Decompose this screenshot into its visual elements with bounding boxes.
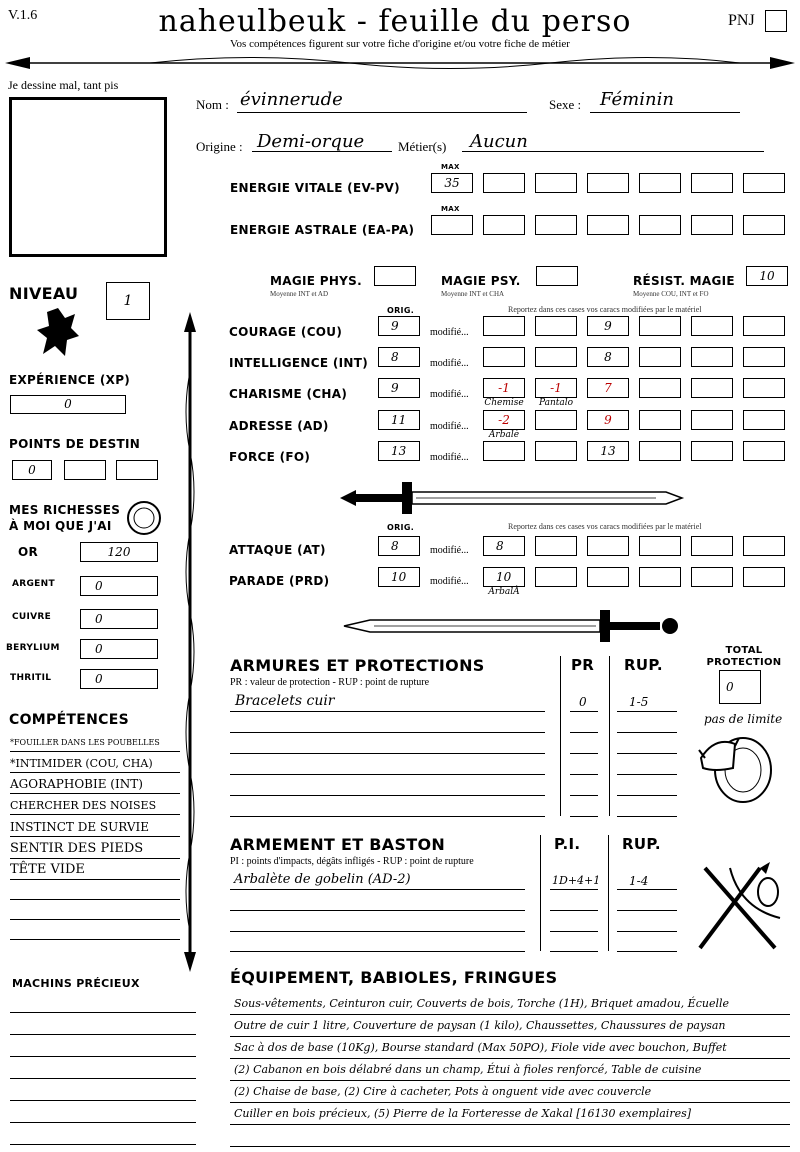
total-protection-label: TOTAL PROTECTION xyxy=(706,645,782,668)
combat-modif-field[interactable]: 8 xyxy=(483,536,525,556)
richesses-label-2: À MOI QUE J'AI xyxy=(9,519,112,533)
money-label-berylium: BERYLIUM xyxy=(6,643,60,653)
sword-divider-icon xyxy=(336,478,686,518)
sword-divider-2-icon xyxy=(340,606,685,646)
money-field-berylium[interactable]: 0 xyxy=(80,639,158,659)
stat-modif-field[interactable] xyxy=(535,410,577,430)
stat-modif-field[interactable]: 9 xyxy=(587,316,629,336)
stat-modif-label: modifié... xyxy=(430,452,469,463)
equipement-line[interactable]: Cuiller en bois précieux, (5) Pierre de la Forteresse de Xakal [16130 exemplaires] xyxy=(234,1107,692,1120)
armures-title: ARMURES ET PROTECTIONS xyxy=(230,656,485,675)
armement-title: ARMEMENT ET BASTON xyxy=(230,835,446,854)
equipement-line[interactable]: (2) Chaise de base, (2) Cire à cacheter, Pots à onguent vide avec couvercle xyxy=(234,1085,652,1098)
stat-note-1: Chemise xyxy=(484,398,524,408)
ev-max-label: MAX xyxy=(441,163,460,171)
stat-orig-field[interactable]: 9 xyxy=(378,316,420,336)
ea-max-label: MAX xyxy=(441,205,460,213)
stat-label: COURAGE (COU) xyxy=(229,325,343,339)
niveau-label: NIVEAU xyxy=(9,284,79,303)
combat-modif-field[interactable] xyxy=(587,567,629,587)
competence-0: *FOUILLER DANS LES POUBELLES xyxy=(10,738,160,747)
destin-field-1[interactable]: 0 xyxy=(12,460,52,480)
stat-modif-field[interactable] xyxy=(483,347,525,367)
stat-modif-field[interactable] xyxy=(691,410,733,430)
stat-modif-label: modifié... xyxy=(430,327,469,338)
stat-modif-field[interactable] xyxy=(639,378,681,398)
stat-modif-field[interactable] xyxy=(639,410,681,430)
stat-modif-field[interactable]: -2 xyxy=(483,410,525,430)
combat-note: ArbalÀ xyxy=(488,587,520,597)
stat-orig-field[interactable]: 9 xyxy=(378,378,420,398)
stat-modif-field[interactable] xyxy=(743,441,785,461)
combat-label: PARADE (PRD) xyxy=(229,574,330,588)
destin-field-2[interactable] xyxy=(64,460,106,480)
stat-modif-label: modifié... xyxy=(430,358,469,369)
magie-psy-field[interactable] xyxy=(536,266,578,286)
orig-label: ORIG. xyxy=(387,306,415,315)
nom-label: Nom : xyxy=(196,97,229,112)
stat-modif-field[interactable] xyxy=(535,347,577,367)
metier-field[interactable]: Aucun xyxy=(470,131,528,152)
resist-magie-label: RÉSIST. MAGIE xyxy=(633,274,735,288)
combat-modif-field[interactable] xyxy=(691,567,733,587)
portrait-caption: Je dessine mal, tant pis xyxy=(8,78,119,92)
magie-psy-sub: Moyenne INT et CHA xyxy=(441,290,505,298)
stat-orig-field[interactable]: 8 xyxy=(378,347,420,367)
armure-item-0-name[interactable]: Bracelets cuir xyxy=(235,693,335,709)
machins-label: MACHINS PRÉCIEUX xyxy=(12,977,140,990)
stat-note-2: Pantalo xyxy=(538,398,574,408)
stat-modif-field[interactable] xyxy=(691,316,733,336)
stat-modif-label: modifié... xyxy=(430,421,469,432)
stat-modif-field[interactable] xyxy=(743,410,785,430)
magie-psy-label: MAGIE PSY. xyxy=(441,274,521,288)
nom-field[interactable]: évinnerude xyxy=(240,89,343,110)
combat-modif-field[interactable] xyxy=(587,536,629,556)
combat-modif-field[interactable] xyxy=(639,567,681,587)
money-field-thritil[interactable]: 0 xyxy=(80,669,158,689)
stat-modif-field[interactable] xyxy=(483,316,525,336)
competence-4: INSTINCT DE SURVIE xyxy=(10,820,150,834)
stat-modif-field[interactable] xyxy=(639,316,681,336)
coin-icon xyxy=(126,500,162,536)
stat-orig-field[interactable]: 13 xyxy=(378,441,420,461)
stat-label: FORCE (FO) xyxy=(229,450,311,464)
armures-subtitle: PR : valeur de protection - RUP : point de rupture xyxy=(230,677,430,688)
stat-modif-field[interactable] xyxy=(743,316,785,336)
combat-modif-field[interactable] xyxy=(743,536,785,556)
page-title: naheulbeuk - feuille du perso xyxy=(158,4,632,39)
niveau-field[interactable]: 1 xyxy=(106,282,150,320)
equipement-line[interactable]: Outre de cuir 1 litre, Couverture de paysan (1 kilo), Chaussettes, Chaussures de paysan xyxy=(234,1019,726,1032)
arme-item-0-name[interactable]: Arbalète de gobelin (AD-2) xyxy=(234,872,411,887)
combat-modif-field[interactable]: 10 xyxy=(483,567,525,587)
money-field-argent[interactable]: 0 xyxy=(80,576,158,596)
total-protection-field[interactable]: 0 xyxy=(719,670,761,704)
arme-item-0-rup[interactable]: 1-4 xyxy=(629,874,649,888)
equipement-title: ÉQUIPEMENT, BABIOLES, FRINGUES xyxy=(230,968,558,987)
combat-modif-field[interactable] xyxy=(691,536,733,556)
money-field-or[interactable]: 120 xyxy=(80,542,158,562)
stat-modif-field[interactable]: 8 xyxy=(587,347,629,367)
competence-2: AGORAPHOBIE (INT) xyxy=(10,777,143,791)
magie-phys-field[interactable] xyxy=(374,266,416,286)
money-field-cuivre[interactable]: 0 xyxy=(80,609,158,629)
xp-label: EXPÉRIENCE (XP) xyxy=(9,373,131,387)
armement-col-rup: RUP. xyxy=(622,835,661,853)
dragon-icon xyxy=(35,304,81,362)
stat-modif-field[interactable]: 13 xyxy=(587,441,629,461)
stat-modif-field[interactable] xyxy=(535,441,577,461)
destin-label: POINTS DE DESTIN xyxy=(9,437,141,451)
armement-col-pi: P.I. xyxy=(554,835,581,853)
richesses-label-1: MES RICHESSES xyxy=(9,503,121,517)
stat-orig-field[interactable]: 11 xyxy=(378,410,420,430)
competence-6: TÊTE VIDE xyxy=(10,862,85,877)
origine-field[interactable]: Demi-orque xyxy=(257,131,365,152)
combat-report-note: Reportez dans ces cases vos caracs modifiées par le matériel xyxy=(508,522,702,531)
stat-modif-field[interactable]: -1 xyxy=(483,378,525,398)
stat-modif-field[interactable] xyxy=(691,378,733,398)
origine-label: Origine : xyxy=(196,139,243,154)
pnj-label: PNJ xyxy=(728,12,755,29)
stat-modif-label: modifié... xyxy=(430,389,469,400)
ea-max-field[interactable] xyxy=(431,215,473,235)
stat-label: CHARISME (CHA) xyxy=(229,387,348,401)
stat-modif-field[interactable] xyxy=(691,441,733,461)
money-label-cuivre: CUIVRE xyxy=(12,612,52,622)
stat-modif-field[interactable]: 9 xyxy=(587,410,629,430)
equipement-line[interactable]: Sac à dos de base (10Kg), Bourse standard (Max 50PO), Fiole vide avec bouchon, Buffet xyxy=(234,1041,727,1054)
money-label-or: OR xyxy=(18,545,39,559)
ev-label: ENERGIE VITALE (EV-PV) xyxy=(230,181,400,195)
combat-modif-field[interactable] xyxy=(639,536,681,556)
stat-modif-field[interactable] xyxy=(743,347,785,367)
equipement-line[interactable]: Sous-vêtements, Ceinturon cuir, Couverts de bois, Torche (1H), Briquet amadou, Écuelle xyxy=(234,997,729,1010)
stat-modif-field[interactable] xyxy=(535,316,577,336)
competence-3: CHERCHER DES NOISES xyxy=(10,799,157,812)
combat-modif-label: modifié... xyxy=(430,576,469,587)
ev-max-field[interactable]: 35 xyxy=(431,173,473,193)
equipement-line[interactable]: (2) Cabanon en bois délabré dans un champ, Étui à fioles renforcé, Table de cuisine xyxy=(234,1063,702,1076)
version-label: V.1.6 xyxy=(8,8,38,23)
stat-modif-field[interactable] xyxy=(743,378,785,398)
armure-item-0-pr[interactable]: 0 xyxy=(579,695,587,709)
stat-modif-field[interactable] xyxy=(639,441,681,461)
stat-modif-field[interactable] xyxy=(691,347,733,367)
stat-label: INTELLIGENCE (INT) xyxy=(229,356,368,370)
competence-5: SENTIR DES PIEDS xyxy=(10,841,144,856)
magie-phys-label: MAGIE PHYS. xyxy=(270,274,362,288)
combat-orig-field[interactable]: 10 xyxy=(378,567,420,587)
stat-modif-field[interactable]: -1 xyxy=(535,378,577,398)
destin-field-3[interactable] xyxy=(116,460,158,480)
sexe-label: Sexe : xyxy=(549,97,582,112)
helmet-shield-icon xyxy=(695,728,785,808)
stat-note-1: Arbalè xyxy=(488,430,520,440)
ea-label: ENERGIE ASTRALE (EA-PA) xyxy=(230,223,415,237)
spear-ornament-icon xyxy=(0,52,800,74)
combat-modif-field[interactable] xyxy=(535,536,577,556)
weapons-icon xyxy=(690,858,790,958)
portrait-box[interactable] xyxy=(9,97,167,257)
stat-label: ADRESSE (AD) xyxy=(229,419,329,433)
money-label-thritil: THRITIL xyxy=(10,673,52,683)
stat-modif-field[interactable]: 7 xyxy=(587,378,629,398)
combat-orig-field[interactable]: 8 xyxy=(378,536,420,556)
resist-magie-field[interactable]: 10 xyxy=(746,266,788,286)
combat-modif-label: modifié... xyxy=(430,545,469,556)
arme-item-0-pi[interactable]: 1D+4+1 xyxy=(552,874,601,887)
magie-phys-sub: Moyenne INT et AD xyxy=(270,290,328,298)
xp-field[interactable]: 0 xyxy=(10,395,126,414)
stat-modif-field[interactable] xyxy=(639,347,681,367)
competences-label: COMPÉTENCES xyxy=(9,712,129,728)
combat-label: ATTAQUE (AT) xyxy=(229,543,326,557)
stat-modif-field[interactable] xyxy=(483,441,525,461)
resist-magie-sub: Moyenne COU, INT et FO xyxy=(633,290,709,298)
money-label-argent: ARGENT xyxy=(12,579,55,589)
competence-1: *INTIMIDER (COU, CHA) xyxy=(10,757,153,770)
sexe-field[interactable]: Féminin xyxy=(600,89,674,110)
combat-orig-label: ORIG. xyxy=(387,523,415,532)
pas-de-limite-note: pas de limite xyxy=(704,712,783,726)
report-note: Reportez dans ces cases vos caracs modifiées par le matériel xyxy=(508,305,702,314)
metier-label: Métier(s) xyxy=(398,139,447,154)
pnj-checkbox[interactable] xyxy=(765,10,787,32)
armures-col-pr: PR xyxy=(571,656,595,674)
page-subtitle: Vos compétences figurent sur votre fiche d'origine et/ou votre fiche de métier xyxy=(230,38,570,50)
combat-modif-field[interactable] xyxy=(535,567,577,587)
armement-subtitle: PI : points d'impacts, dégâts infligés - RUP : point de rupture xyxy=(230,856,474,867)
armures-col-rup: RUP. xyxy=(624,656,663,674)
staff-ornament-icon xyxy=(180,312,200,972)
armure-item-0-rup[interactable]: 1-5 xyxy=(629,695,649,709)
combat-modif-field[interactable] xyxy=(743,567,785,587)
